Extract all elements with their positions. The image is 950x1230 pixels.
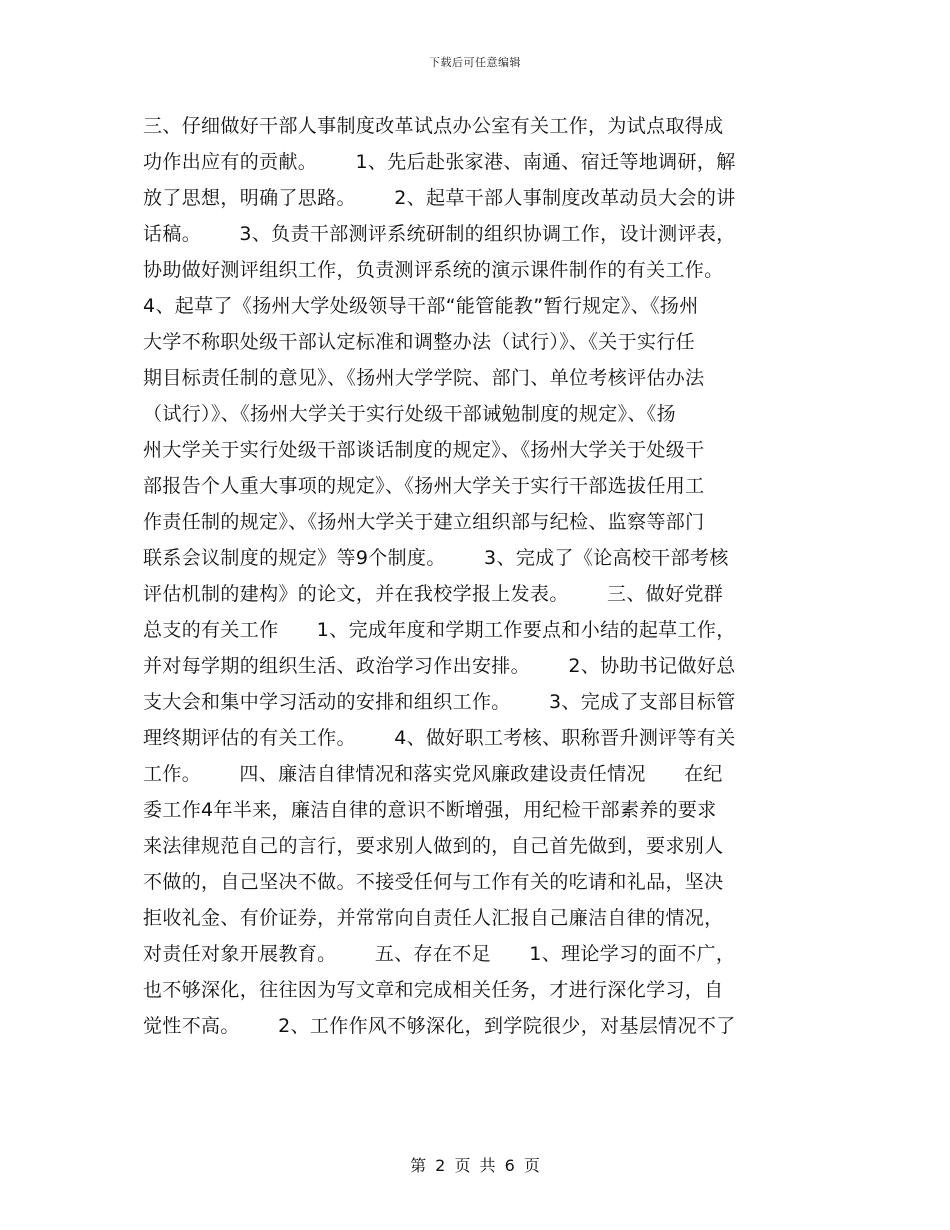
text-line: 不做的，自己坚决不做。不接受任何与工作有关的吃请和礼品，坚决 [143,871,724,893]
text-line: 功作出应有的贡献。 1、先后赴张家港、南通、宿迁等地调研，解 [143,151,736,173]
text-line: 来法律规范自己的言行，要求别人做到的，自己首先做到，要求别人 [143,835,724,857]
text-line: 联系会议制度的规定》等9个制度。 3、完成了《论高校干部考核 [143,547,729,569]
text-line: 部报告个人重大事项的规定》、《扬州大学关于实行干部选拔任用工 [143,475,705,497]
text-line: 支大会和集中学习活动的安排和组织工作。 3、完成了支部目标管 [143,691,736,713]
text-line: 大学不称职处级干部认定标准和调整办法（试行）》、《关于实行任 [143,331,696,353]
text-line: 评估机制的建构》的论文，并在我校学报上发表。 三、做好党群 [143,583,724,605]
text-line: 话稿。 3、负责干部测评系统研制的组织协调工作，设计测评表， [143,223,736,245]
text-line: 州大学关于实行处级干部谈话制度的规定》、《扬州大学关于处级干 [143,439,705,461]
text-line: 三、仔细做好干部人事制度改革试点办公室有关工作，为试点取得成 [143,115,724,137]
text-line: 作责任制的规定》、《扬州大学关于建立组织部与纪检、监察等部门 [143,511,705,533]
text-line: 理终期评估的有关工作。 4、做好职工考核、职称晋升测评等有关 [143,727,736,749]
text-line: 并对每学期的组织生活、政治学习作出安排。 2、协助书记做好总 [143,655,736,677]
text-line: （试行）》、《扬州大学关于实行处级干部诫勉制度的规定》、《扬 [143,403,677,425]
text-line: 协助做好测评组织工作，负责测评系统的演示课件制作的有关工作。 [143,259,724,281]
text-line: 工作。 四、廉洁自律情况和落实党风廉政建设责任情况 在纪 [143,763,723,785]
text-line: 对责任对象开展教育。 五、存在不足 1、理论学习的面不广， [143,943,736,965]
document-body [143,108,808,1044]
text-line: 期目标责任制的意见》、《扬州大学学院、部门、单位考核评估办法 [143,367,705,389]
page-header: 下载后可任意编辑 [429,56,521,69]
page-number: 第 2 页 共 6 页 [410,1156,540,1175]
text-line: 放了思想，明确了思路。 2、起草干部人事制度改革动员大会的讲 [143,187,736,209]
text-line: 委工作4年半来，廉洁自律的意识不断增强，用纪检干部素养的要求 [143,799,717,821]
text-line: 总支的有关工作 1、完成年度和学期工作要点和小结的起草工作， [143,619,736,641]
text-line: 觉性不高。 2、工作作风不够深化，到学院很少，对基层情况不了 [143,1015,736,1037]
text-line: 4、起草了《扬州大学处级领导干部“能管能教”暂行规定》、《扬州 [143,295,699,317]
text-line: 拒收礼金、有价证券，并常常向自责任人汇报自己廉洁自律的情况， [143,907,724,929]
text-line: 也不够深化，往往因为写文章和完成相关任务，才进行深化学习，自 [143,979,724,1001]
